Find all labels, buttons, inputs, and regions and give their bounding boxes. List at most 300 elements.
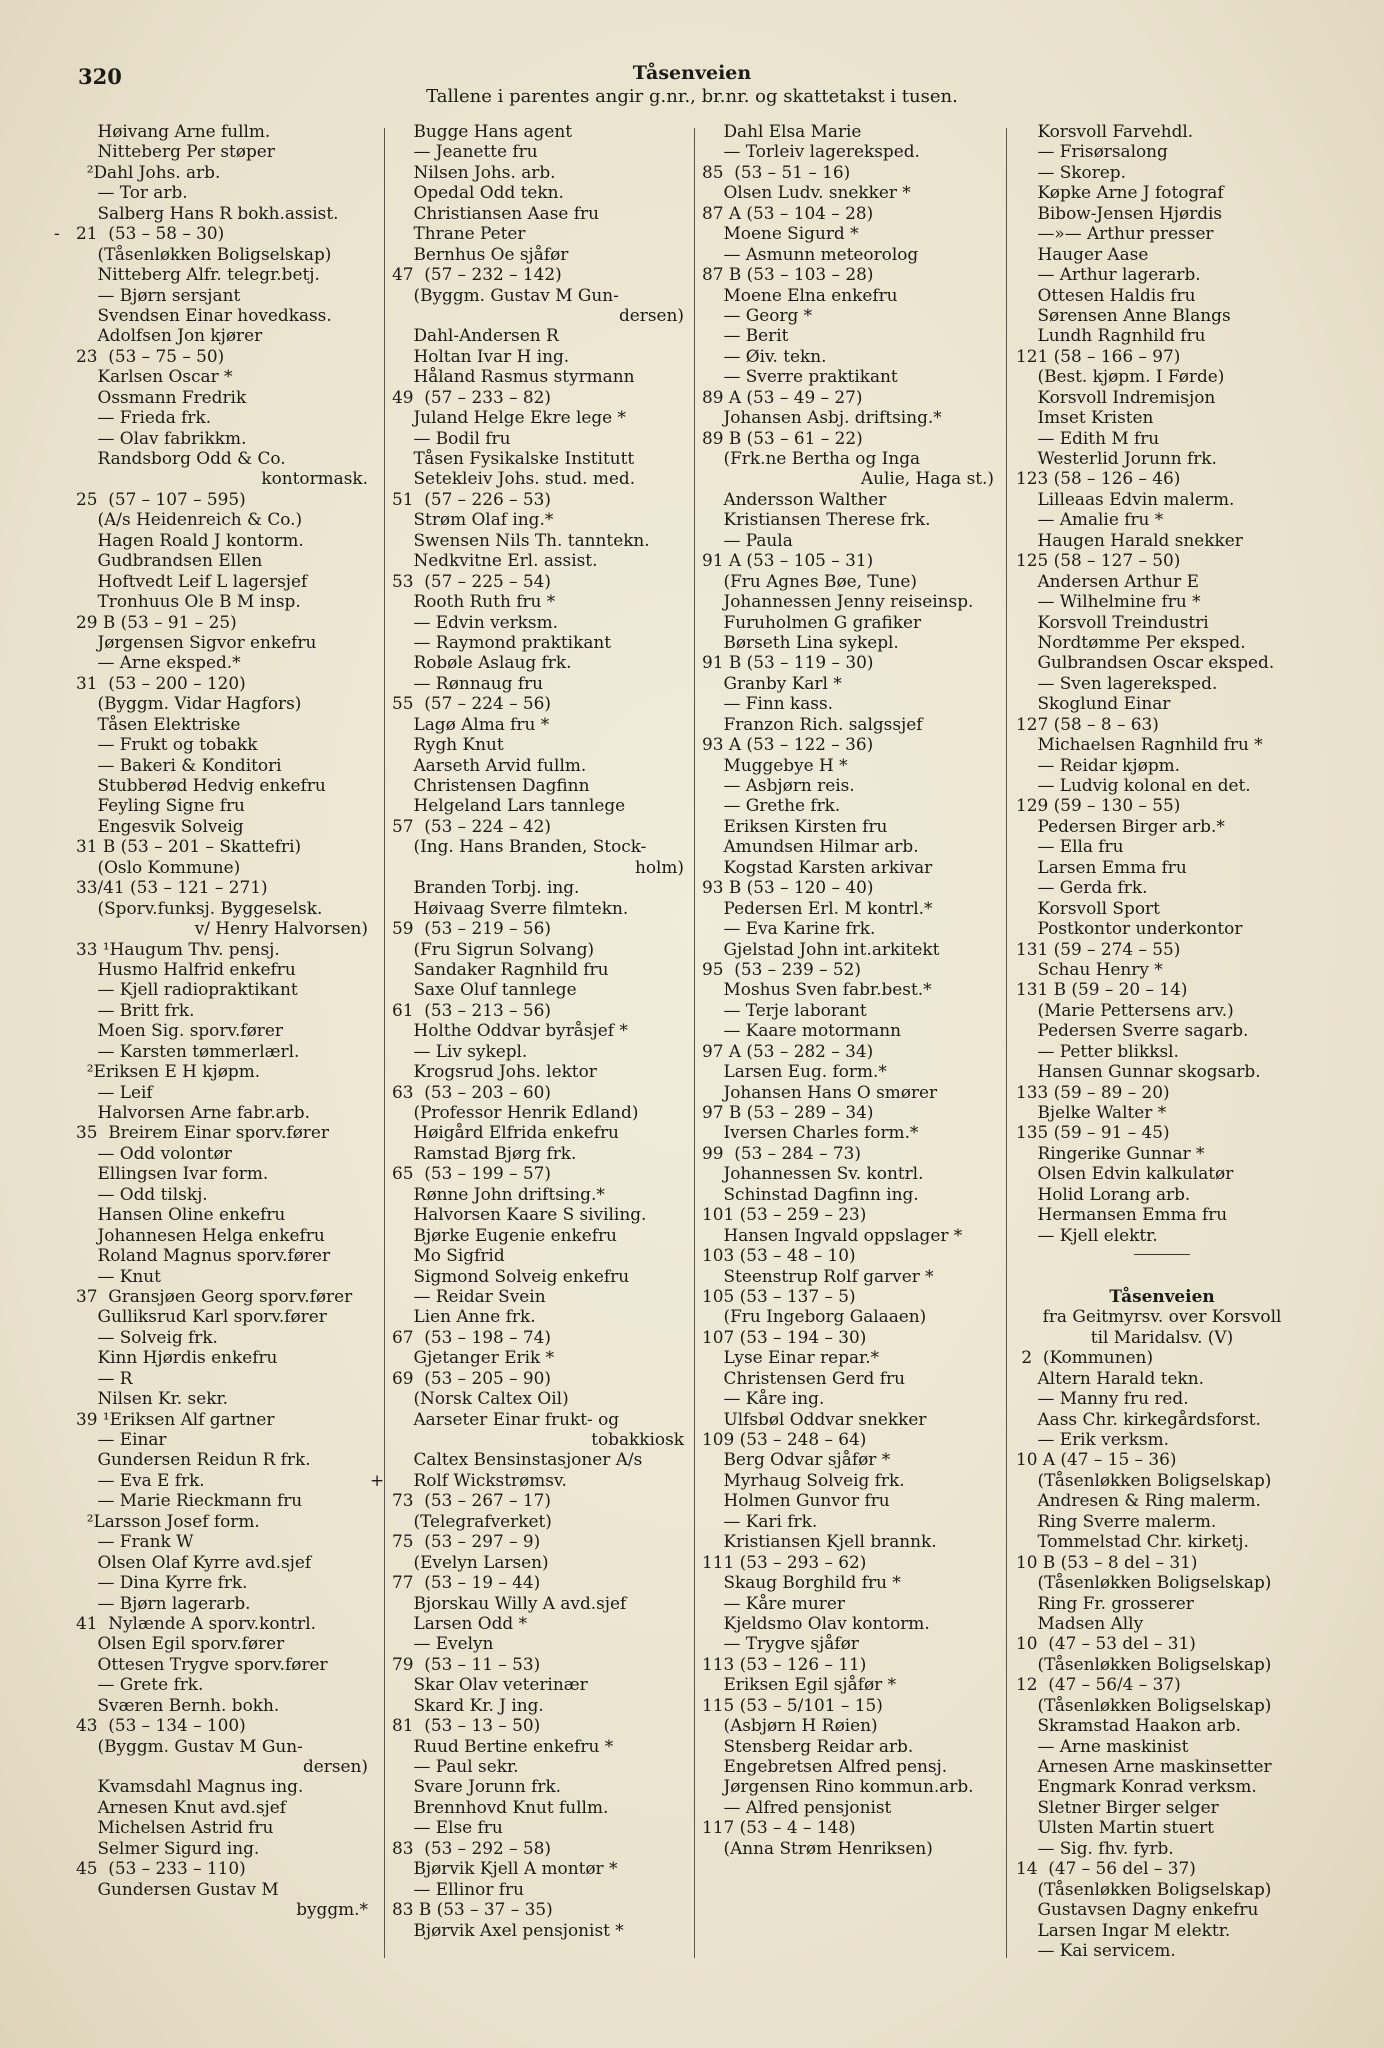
entry-text: — Rønnaug fru: [392, 672, 544, 693]
directory-line: [392, 203, 684, 223]
directory-line: [1016, 1102, 1308, 1122]
directory-line: [76, 673, 368, 693]
entry-text: Bjørke Eugenie enkefru: [392, 1224, 617, 1245]
directory-line: [392, 1593, 684, 1613]
entry-text: byggm.*: [296, 1899, 368, 1920]
entry-text: fra Geitmyrsv. over Korsvoll: [1042, 1306, 1282, 1327]
entry-text: — Britt frk.: [76, 999, 195, 1020]
entry-text: — Kåre murer: [702, 1592, 845, 1613]
directory-line: [1016, 1920, 1308, 1940]
entry-text: — Asbjørn reis.: [702, 775, 855, 795]
entry-text: 125 (58 – 127 – 50): [1016, 550, 1181, 571]
entry-text: 83 (53 – 292 – 58): [392, 1837, 552, 1858]
directory-line: [392, 734, 684, 754]
entry-text: — Skorep.: [1016, 161, 1126, 182]
directory-line: [392, 1797, 684, 1817]
entry-text: Postkontor underkontor: [1016, 918, 1243, 939]
directory-line: [392, 959, 684, 979]
directory-line: [1016, 264, 1308, 284]
entry-text: — Knut: [76, 1265, 161, 1286]
directory-line: [76, 1715, 368, 1735]
directory-line: [392, 693, 684, 713]
entry-text: 35 Breirem Einar sporv.fører: [76, 1122, 329, 1143]
directory-line: [76, 816, 368, 836]
directory-line: [702, 1061, 994, 1081]
directory-line: [702, 1368, 994, 1388]
directory-line: [702, 121, 994, 141]
entry-text: — Ellinor fru: [392, 1878, 524, 1899]
entry-text: — Georg *: [702, 304, 813, 325]
entry-text: v/ Henry Halvorsen): [194, 918, 368, 939]
entry-text: — Arne maskinist: [1016, 1735, 1189, 1756]
entry-text: — Asmunn meteorolog: [702, 243, 919, 264]
directory-line: [76, 1368, 368, 1388]
entry-text: (Asbjørn H Røien): [702, 1715, 878, 1736]
entry-text: Ulsten Martin stuert: [1016, 1817, 1214, 1838]
entry-text: Muggebye H *: [702, 754, 848, 775]
directory-line: [76, 489, 368, 509]
directory-line: [76, 1163, 368, 1183]
entry-text: — Torleiv lagereksped.: [702, 141, 920, 162]
entry-text: 23 (53 – 75 – 50): [76, 345, 225, 366]
directory-line: [1016, 898, 1308, 918]
directory-line: [76, 1879, 368, 1899]
entry-text: — Frisørsalong: [1016, 141, 1168, 162]
entry-text: Bjelke Walter *: [1016, 1102, 1167, 1122]
directory-line: [76, 1613, 368, 1633]
directory-line: [702, 1531, 994, 1551]
entry-text: — Bakeri & Konditori: [76, 754, 282, 775]
directory-line: [702, 1163, 994, 1183]
entry-text: Saxe Oluf tannlege: [392, 979, 577, 1000]
entry-text: Ottesen Haldis fru: [1016, 284, 1196, 305]
directory-line: [392, 1347, 684, 1367]
directory-line: [702, 264, 994, 284]
entry-text: Jørgensen Rino kommun.arb.: [702, 1776, 974, 1797]
directory-line: [1016, 1429, 1308, 1449]
entry-text: Kogstad Karsten arkivar: [702, 856, 933, 877]
directory-line: [392, 591, 684, 611]
directory-line: [392, 1020, 684, 1040]
entry-text: — Leif: [76, 1081, 153, 1102]
entry-text: — Odd volontør: [76, 1142, 232, 1163]
directory-line: [1016, 1061, 1308, 1081]
entry-text: Rolf Wickstrømsv.: [392, 1469, 567, 1490]
entry-text: 59 (53 – 219 – 56): [392, 918, 552, 939]
entry-text: Lagø Alma fru *: [392, 713, 550, 734]
entry-text: — Karsten tømmerlærl.: [76, 1040, 300, 1061]
entry-text: Jørgensen Sigvor enkefru: [76, 631, 317, 652]
entry-text: 33 ¹Haugum Thv. pensj.: [76, 938, 280, 959]
entry-text: Bibow-Jensen Hjørdis: [1016, 202, 1223, 223]
entry-text: Skaug Borghild fru *: [702, 1572, 901, 1593]
directory-line: [392, 1531, 684, 1551]
directory-line: [392, 1388, 684, 1408]
entry-text: — Frank W: [76, 1531, 194, 1552]
directory-line: [1016, 979, 1308, 999]
entry-text: Bjørvik Kjell A montør *: [392, 1858, 618, 1879]
directory-line: [702, 1020, 994, 1040]
directory-line: [702, 734, 994, 754]
directory-line: [702, 857, 994, 877]
directory-line: [392, 264, 684, 284]
entry-text: 25 (57 – 107 – 595): [76, 488, 246, 509]
directory-line: [1016, 1449, 1308, 1469]
directory-line: [1016, 775, 1308, 795]
entry-text: Larsen Odd *: [392, 1612, 528, 1633]
entry-text: — Frieda frk.: [76, 407, 212, 428]
directory-line: [392, 387, 684, 407]
directory-line: [702, 1736, 994, 1756]
directory-line: [1016, 1817, 1308, 1837]
entry-text: — Frukt og tobakk: [76, 734, 258, 755]
entry-text: 87 A (53 – 104 – 28): [702, 202, 874, 223]
directory-line: [1016, 1879, 1308, 1899]
entry-text: — Erik verksm.: [1016, 1429, 1170, 1449]
directory-line: [76, 877, 368, 897]
column-divider: [694, 128, 695, 1958]
directory-line: [392, 673, 684, 693]
margin-mark: +: [370, 1469, 385, 1490]
entry-text: Rønne John driftsing.*: [392, 1183, 605, 1204]
directory-line: [76, 121, 368, 141]
directory-line: [1016, 550, 1308, 570]
directory-line: [1016, 571, 1308, 591]
directory-line: [702, 652, 994, 672]
directory-line: [702, 448, 994, 468]
entry-text: — Paul sekr.: [392, 1756, 519, 1776]
directory-line: [1016, 1756, 1308, 1776]
entry-text: 91 B (53 – 119 – 30): [702, 652, 874, 673]
directory-line: [702, 1327, 994, 1347]
entry-text: Amundsen Hilmar arb.: [702, 836, 919, 857]
directory-line: [1016, 836, 1308, 856]
directory-line: [1016, 877, 1308, 897]
directory-line: [1016, 1838, 1308, 1858]
directory-line: [702, 571, 994, 591]
entry-text: 21 (53 – 58 – 30): [76, 223, 225, 244]
entry-text: Pedersen Erl. M kontrl.*: [702, 897, 933, 918]
directory-line: [76, 1838, 368, 1858]
directory-line: [1016, 407, 1308, 427]
entry-text: — Arne eksped.*: [76, 652, 241, 673]
directory-line: [76, 387, 368, 407]
directory-line: [76, 141, 368, 161]
entry-text: 97 A (53 – 282 – 34): [702, 1040, 874, 1061]
directory-line: [702, 1511, 994, 1531]
directory-line: [702, 1593, 994, 1613]
directory-line: [392, 1000, 684, 1020]
entry-text: (Anna Strøm Henriksen): [702, 1837, 933, 1858]
directory-line: [76, 346, 368, 366]
entry-text: Randsborg Odd & Co.: [76, 448, 286, 468]
entry-text: — Sverre praktikant: [702, 366, 898, 387]
directory-line: [1016, 305, 1308, 325]
directory-line: [702, 632, 994, 652]
directory-line: [702, 1266, 994, 1286]
directory-line: [76, 1858, 368, 1878]
directory-line: [392, 1858, 684, 1878]
entry-text: dersen): [302, 1756, 368, 1776]
directory-line: [76, 1695, 368, 1715]
entry-text: (Tåsenløkken Boligselskap): [1016, 1572, 1272, 1593]
directory-line: [1016, 1654, 1308, 1674]
entry-text: Ringerike Gunnar *: [1016, 1142, 1205, 1163]
entry-text: Andersen Arthur E: [1016, 570, 1199, 591]
entry-text: Bernhus Oe sjåfør: [392, 243, 569, 264]
entry-text: Stensberg Reidar arb.: [702, 1735, 914, 1756]
directory-line: [76, 1531, 368, 1551]
entry-text: Moshus Sven fabr.best.*: [702, 979, 932, 1000]
directory-line: [392, 1225, 684, 1245]
directory-line: [392, 1511, 684, 1531]
entry-text: — Paula: [702, 529, 793, 550]
directory-line: [1016, 468, 1308, 488]
directory-line: [76, 1490, 368, 1510]
entry-text: Steenstrup Rolf garver *: [702, 1265, 934, 1286]
directory-line: [76, 612, 368, 632]
directory-line: [1016, 918, 1308, 938]
directory-line: [76, 1449, 368, 1469]
entry-text: Michaelsen Ragnhild fru *: [1016, 734, 1263, 755]
entry-text: — Edith M fru: [1016, 427, 1160, 448]
directory-line: [1016, 795, 1308, 815]
entry-text: Nilsen Johs. arb.: [392, 161, 556, 182]
entry-text: — Kari frk.: [702, 1510, 818, 1531]
entry-text: tobakkiosk: [591, 1429, 684, 1449]
directory-line: [702, 407, 994, 427]
directory-line: [392, 244, 684, 264]
directory-line: [76, 939, 368, 959]
directory-line: [392, 407, 684, 427]
entry-text: Madsen Ally: [1016, 1612, 1144, 1633]
entry-text: — Ludvig kolonal en det.: [1016, 775, 1251, 795]
directory-line: [1016, 1388, 1308, 1408]
entry-text: Swensen Nils Th. tanntekn.: [392, 529, 650, 550]
directory-line: [1016, 346, 1308, 366]
directory-line: [392, 550, 684, 570]
directory-line: [392, 1879, 684, 1899]
directory-line: [1016, 939, 1308, 959]
entry-text: Skard Kr. J ing.: [392, 1694, 544, 1715]
directory-line: [702, 1449, 994, 1469]
directory-line: [702, 1143, 994, 1163]
entry-text: (Byggm. Gustav M Gun-: [76, 1735, 303, 1756]
entry-text: 105 (53 – 137 – 5): [702, 1285, 856, 1306]
directory-line: [1016, 693, 1308, 713]
directory-line: [702, 1674, 994, 1694]
directory-line: [392, 1654, 684, 1674]
entry-text: Adolfsen Jon kjører: [76, 325, 263, 346]
directory-line: [76, 530, 368, 550]
directory-line: [392, 1695, 684, 1715]
entry-text: Ramstad Bjørg frk.: [392, 1142, 577, 1163]
directory-line: [76, 1347, 368, 1367]
entry-text: — Bjørn sersjant: [76, 284, 241, 305]
directory-line: [702, 939, 994, 959]
entry-text: — Arthur lagerarb.: [1016, 264, 1201, 285]
entry-text: Juland Helge Ekre lege *: [392, 407, 626, 428]
entry-text: Haugen Harald snekker: [1016, 529, 1243, 550]
directory-line: [76, 448, 368, 468]
entry-text: Hauger Aase: [1016, 243, 1149, 264]
page-subtitle: Tallene i parentes angir g.nr., br.nr. og skattetakst i tusen.: [426, 86, 958, 107]
entry-text: (A/s Heidenreich & Co.): [76, 509, 303, 530]
entry-text: Gjetanger Erik *: [392, 1347, 555, 1368]
entry-text: 12 (47 – 56/4 – 37): [1016, 1674, 1181, 1695]
entry-text: — Gerda frk.: [1016, 877, 1148, 898]
entry-text: (Tåsenløkken Boligselskap): [1016, 1878, 1272, 1899]
directory-line: [1016, 387, 1308, 407]
entry-text: Korsvoll Sport: [1016, 897, 1160, 918]
directory-line: [392, 1082, 684, 1102]
entry-text: Børseth Lina sykepl.: [702, 631, 899, 652]
directory-line: [1016, 1409, 1308, 1429]
directory-line: [392, 285, 684, 305]
column-divider: [384, 128, 385, 1958]
entry-text: Skramstad Haakon arb.: [1016, 1715, 1241, 1736]
entry-text: — Raymond praktikant: [392, 631, 612, 652]
entry-text: Svendsen Einar hovedkass.: [76, 304, 332, 325]
entry-text: Setekleiv Johs. stud. med.: [392, 468, 636, 489]
directory-line: [702, 182, 994, 202]
directory-line: [392, 1674, 684, 1694]
directory-line: [392, 1572, 684, 1592]
directory-line: [1016, 1531, 1308, 1551]
directory-line: [392, 571, 684, 591]
directory-line: [702, 468, 994, 488]
directory-line: [76, 755, 368, 775]
directory-line: [702, 1654, 994, 1674]
entry-text: Nitteberg Alfr. telegr.betj.: [76, 264, 320, 285]
entry-text: — Kåre ing.: [702, 1388, 825, 1409]
entry-text: Eriksen Egil sjåfør *: [702, 1674, 897, 1695]
directory-line: [392, 1266, 684, 1286]
entry-text: Brennhovd Knut fullm.: [392, 1796, 609, 1817]
entry-text: Dahl-Andersen R: [392, 325, 559, 346]
entry-text: Larsen Eug. form.*: [702, 1061, 887, 1082]
directory-line: [76, 591, 368, 611]
directory-line: [1016, 1122, 1308, 1142]
entry-text: 101 (53 – 259 – 23): [702, 1204, 867, 1225]
directory-line: [76, 1736, 368, 1756]
entry-text: Dahl Elsa Marie: [702, 121, 862, 141]
entry-text: Furuholmen G grafiker: [702, 611, 922, 632]
directory-line: [702, 1122, 994, 1142]
directory-line: [702, 305, 994, 325]
directory-line: [392, 1552, 684, 1572]
directory-line: [392, 1838, 684, 1858]
entry-text: Hermansen Emma fru: [1016, 1204, 1228, 1225]
directory-line: [392, 918, 684, 938]
directory-line: [76, 734, 368, 754]
directory-line: [702, 1695, 994, 1715]
directory-line: [76, 1020, 368, 1040]
entry-text: Nedkvitne Erl. assist.: [392, 550, 598, 571]
entry-text: Arnesen Arne maskinsetter: [1016, 1756, 1272, 1776]
entry-text: Korsvoll Indremisjon: [1016, 386, 1216, 407]
entry-text: — Liv sykepl.: [392, 1040, 528, 1061]
directory-line: [76, 1633, 368, 1653]
directory-line: [392, 836, 684, 856]
directory-line: [1016, 1143, 1308, 1163]
directory-line: [702, 1225, 994, 1245]
directory-line: [76, 693, 368, 713]
entry-text: Køpke Arne J fotograf: [1016, 182, 1224, 203]
directory-line: [392, 1041, 684, 1061]
directory-line: [702, 1347, 994, 1367]
entry-text: (Byggm. Vidar Hagfors): [76, 693, 302, 714]
entry-text: (Tåsenløkken Boligselskap): [1016, 1469, 1272, 1490]
entry-text: 87 B (53 – 103 – 28): [702, 264, 874, 285]
entry-text: Ulfsbøl Oddvar snekker: [702, 1408, 927, 1429]
entry-text: Bjorskau Willy A avd.sjef: [392, 1592, 627, 1613]
entry-text: 97 B (53 – 289 – 34): [702, 1102, 874, 1122]
entry-text: (Sporv.funksj. Byggeselsk.: [76, 897, 323, 918]
entry-text: Halvorsen Arne fabr.arb.: [76, 1102, 310, 1122]
directory-line: [1016, 1511, 1308, 1531]
entry-text: Salberg Hans R bokh.assist.: [76, 202, 339, 223]
entry-text: Tåsenveien: [1109, 1285, 1215, 1306]
directory-line: [76, 1388, 368, 1408]
directory-line: [392, 1245, 684, 1265]
entry-text: 111 (53 – 293 – 62): [702, 1551, 867, 1572]
entry-text: — Berit: [702, 325, 789, 346]
entry-text: (Evelyn Larsen): [392, 1551, 549, 1572]
entry-text: — Finn kass.: [702, 693, 833, 714]
directory-line: [392, 448, 684, 468]
entry-text: — Bjørn lagerarb.: [76, 1592, 251, 1613]
directory-line: [76, 714, 368, 734]
directory-line: [392, 182, 684, 202]
entry-text: Christiansen Aase fru: [392, 202, 599, 223]
directory-line: [702, 1490, 994, 1510]
directory-line: [76, 918, 368, 938]
directory-line: [702, 1470, 994, 1490]
entry-text: — Bodil fru: [392, 427, 511, 448]
entry-text: Kjeldsmo Olav kontorm.: [702, 1612, 930, 1633]
entry-text: Mo Sigfrid: [392, 1245, 505, 1266]
directory-line: [392, 1368, 684, 1388]
entry-text: — Edvin verksm.: [392, 611, 558, 632]
entry-text: Hansen Gunnar skogsarb.: [1016, 1061, 1261, 1082]
directory-line: [76, 1899, 368, 1919]
directory-line: [702, 591, 994, 611]
directory-line: [76, 366, 368, 386]
directory-line: [392, 1184, 684, 1204]
entry-text: — Odd tilskj.: [76, 1183, 208, 1204]
entry-text: 67 (53 – 198 – 74): [392, 1326, 552, 1347]
directory-line: [702, 223, 994, 243]
directory-line: [1016, 652, 1308, 672]
directory-line: [1016, 673, 1308, 693]
section-heading-line: [1016, 1306, 1308, 1326]
directory-line: [76, 1593, 368, 1613]
directory-line: [76, 571, 368, 591]
directory-line: [76, 1306, 368, 1326]
directory-line: [702, 244, 994, 264]
entry-text: 14 (47 – 56 del – 37): [1016, 1858, 1196, 1879]
directory-line: [392, 1143, 684, 1163]
entry-text: Kvamsdahl Magnus ing.: [76, 1776, 304, 1797]
entry-text: — Amalie fru *: [1016, 509, 1164, 530]
entry-text: 131 B (59 – 20 – 14): [1016, 979, 1188, 1000]
directory-line: [702, 1041, 994, 1061]
directory-line: [1016, 285, 1308, 305]
section-heading-line: [1016, 1327, 1308, 1347]
entry-text: Skar Olav veterinær: [392, 1674, 588, 1695]
entry-text: Strøm Olaf ing.*: [392, 509, 554, 530]
